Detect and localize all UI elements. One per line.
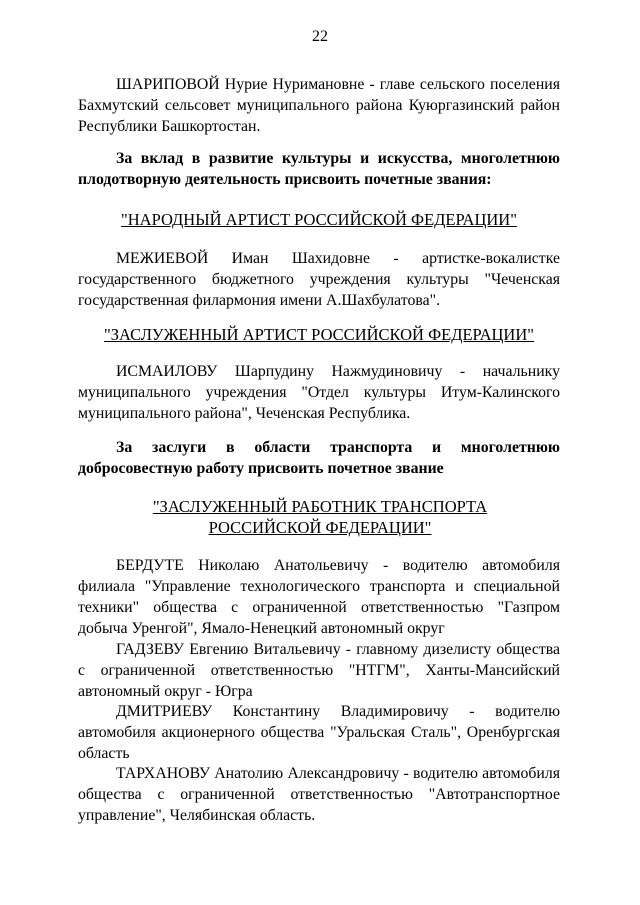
section-heading-culture xyxy=(78,148,560,190)
section-heading-transport xyxy=(78,437,560,479)
award-entry-text: ДМИТРИЕВУ Константину Владимировичу - водителю автомобиля акционерного общества "Уральская Сталь", Оренбургская область xyxy=(78,703,560,762)
award-entry-berdute xyxy=(78,555,560,639)
award-entry-text: ШАРИПОВОЙ Нурие Нуримановне - главе сельского поселения Бахмутский сельсовет муниципального района Куюргазинский район Республики Башкортостан. xyxy=(78,76,560,135)
award-title-honored-artist xyxy=(78,324,560,345)
award-entry-text: ГАДЗЕВУ Евгению Витальевичу - главному дизелисту общества с ограниченной ответственностью "НТГМ", Ханты-Мансийский автономный округ - Югра xyxy=(78,641,560,700)
page-number: 22 xyxy=(312,28,328,45)
award-title-people-artist xyxy=(78,209,560,230)
award-entry-dmitriev xyxy=(78,701,560,764)
award-entry-gadzev xyxy=(78,639,560,702)
award-entry-text: БЕРДУТЕ Николаю Анатольевичу - водителю автомобиля филиала "Управление технологического транспорта и специальной техники" общества с ограниченной ответственностью "Газпром добыча Уренгой", Ямало-Ненецкий автономный округ xyxy=(78,557,560,637)
award-entry-mezhieva xyxy=(78,248,560,311)
award-title-text: "НАРОДНЫЙ АРТИСТ РОССИЙСКОЙ ФЕДЕРАЦИИ" xyxy=(121,210,517,229)
award-entry-text: ТАРХАНОВУ Анатолию Александровичу - водителю автомобиля общества с ограниченной ответственностью "Автотранспортное управление", Челябинская область. xyxy=(78,765,560,824)
award-title-text: "ЗАСЛУЖЕННЫЙ РАБОТНИК ТРАНСПОРТА РОССИЙСКОЙ ФЕДЕРАЦИИ" xyxy=(152,497,488,537)
award-entry-text: ИСМАИЛОВУ Шарпудину Нажмудиновичу - начальнику муниципального учреждения "Отдел культуры Итум-Калинского муниципального района", Чеченская Республика. xyxy=(78,363,560,422)
section-heading-text: За заслуги в области транспорта и многолетнюю добросовестную работу присвоить почетное звание xyxy=(78,439,560,477)
award-title-honored-transport-worker xyxy=(150,496,490,538)
award-entry-ismailov xyxy=(78,361,560,424)
award-entry-sharipova xyxy=(78,74,560,137)
award-entry-tarkhanov xyxy=(78,763,560,826)
award-entry-text: МЕЖИЕВОЙ Иман Шахидовне - артистке-вокалистке государственного бюджетного учреждения культуры "Чеченская государственная филармония имени А.Шахбулатова". xyxy=(78,250,560,309)
award-title-text: "ЗАСЛУЖЕННЫЙ АРТИСТ РОССИЙСКОЙ ФЕДЕРАЦИИ" xyxy=(104,325,534,344)
section-heading-text: За вклад в развитие культуры и искусства, многолетнюю плодотворную деятельность присвоить почетные звания: xyxy=(78,150,560,188)
